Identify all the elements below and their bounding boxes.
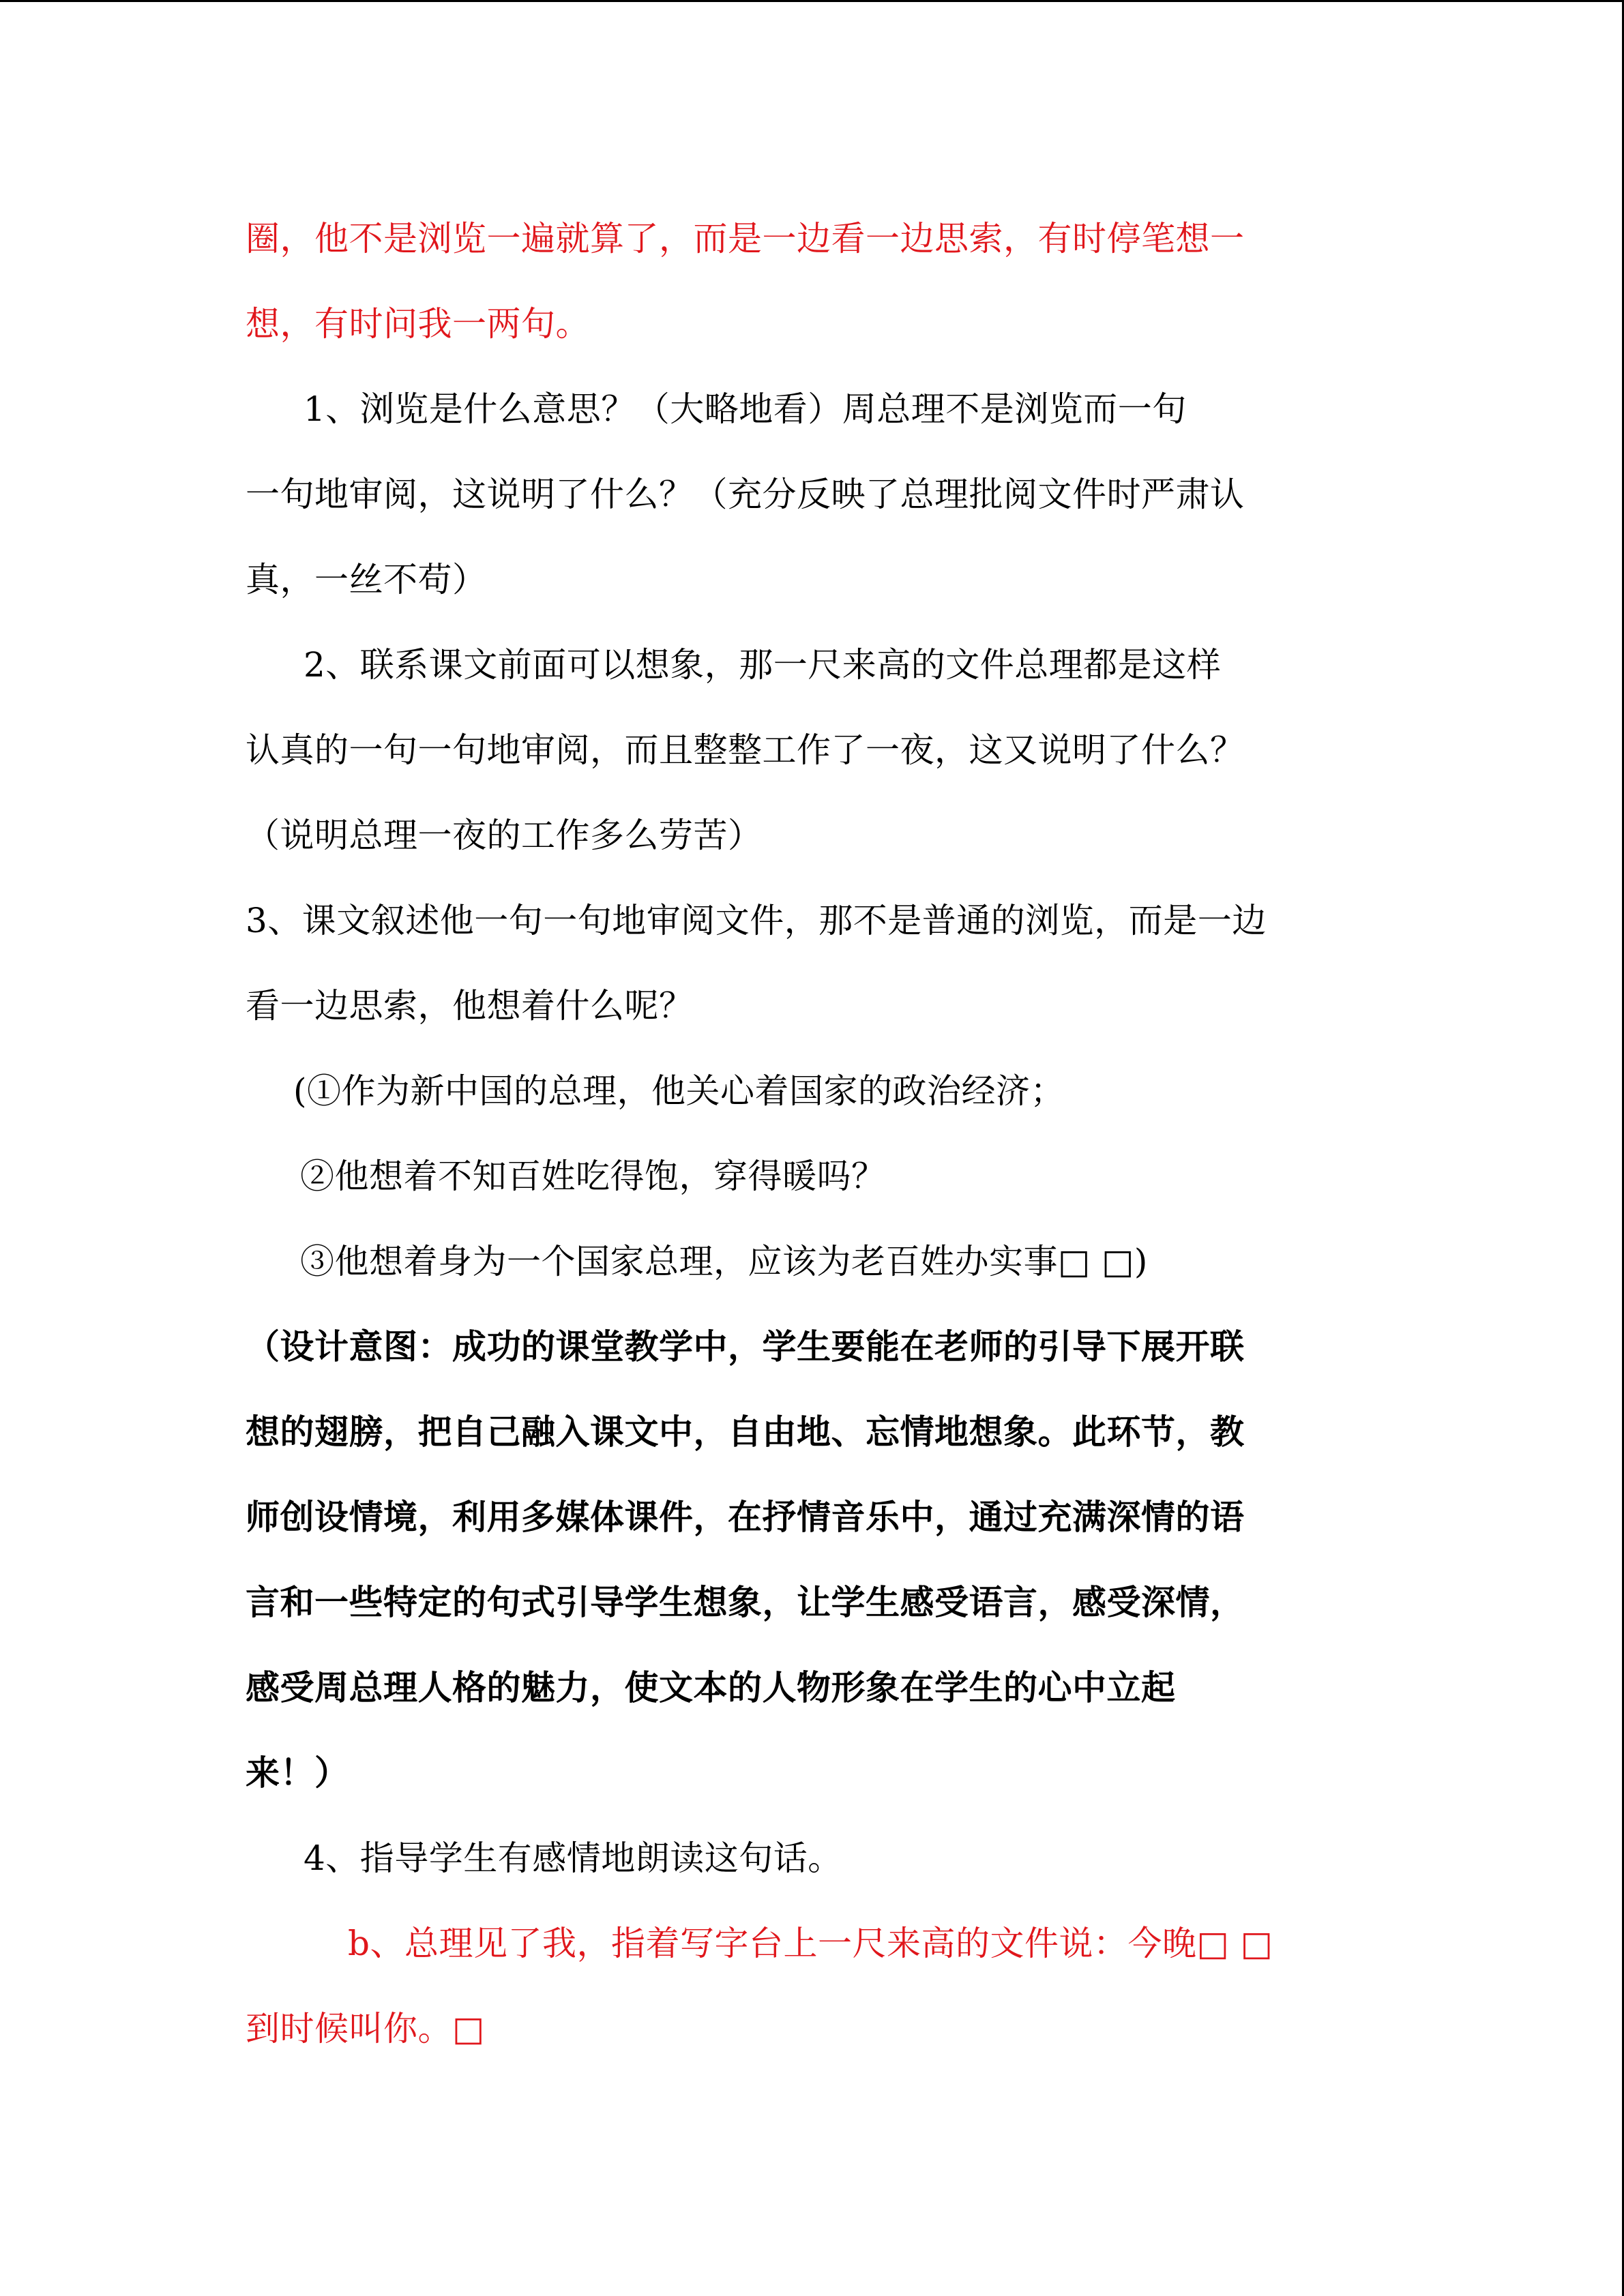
- design-intent-line-5: 感受周总理人格的魅力，使文本的人物形象在学生的心中立起: [246, 1667, 1176, 1708]
- design-intent-line-2: 想的翅膀，把自己融入课文中，自由地、忘情地想象。此环节，教: [246, 1412, 1245, 1452]
- text-line-2: 想，有时问我一两句。: [246, 304, 590, 344]
- answer-3-item-2: ②他想着不知百姓吃得饱，穿得暖吗？: [300, 1157, 886, 1196]
- answer-3-item-3: ③他想着身为一个国家总理，应该为老百姓办实事□ □): [300, 1242, 1148, 1281]
- design-intent-line-4: 言和一些特定的句式引导学生想象，让学生感受语言，感受深情，: [246, 1582, 1245, 1622]
- section-b-line-2: 到时候叫你。□: [246, 2009, 485, 2048]
- question-1-line-1: 1、浏览是什么意思？（大略地看）周总理不是浏览而一句: [304, 389, 1187, 429]
- question-3-line-1: 3、课文叙述他一句一句地审阅文件，那不是普通的浏览，而是一边: [246, 901, 1267, 940]
- question-2-line-3: （说明总理一夜的工作多么劳苦）: [246, 816, 763, 855]
- question-4-line: 4、指导学生有感情地朗读这句话。: [304, 1838, 842, 1878]
- page-top-border: [0, 0, 1624, 2]
- question-3-line-2: 看一边思索，他想着什么呢？: [246, 986, 694, 1026]
- text-line-1: 圈，他不是浏览一遍就算了，而是一边看一边思索，有时停笔想一: [246, 219, 1245, 258]
- question-1-line-3: 真，一丝不苟）: [246, 560, 487, 599]
- question-2-line-1: 2、联系课文前面可以想象，那一尺来高的文件总理都是这样: [304, 645, 1222, 685]
- question-1-line-2: 一句地审阅，这说明了什么？（充分反映了总理批阅文件时严肃认: [246, 475, 1245, 514]
- question-2-line-2: 认真的一句一句地审阅，而且整整工作了一夜，这又说明了什么？: [246, 730, 1245, 770]
- answer-3-item-1: (①作为新中国的总理，他关心着国家的政治经济；: [293, 1071, 1065, 1111]
- design-intent-line-6: 来！）: [246, 1753, 349, 1793]
- design-intent-line-3: 师创设情境，利用多媒体课件，在抒情音乐中，通过充满深情的语: [246, 1497, 1245, 1537]
- design-intent-line-1: （设计意图：成功的课堂教学中，学生要能在老师的引导下展开联: [246, 1326, 1245, 1367]
- section-b-line-1: b、总理见了我，指着写字台上一尺来高的文件说：今晚□ □: [348, 1924, 1273, 1963]
